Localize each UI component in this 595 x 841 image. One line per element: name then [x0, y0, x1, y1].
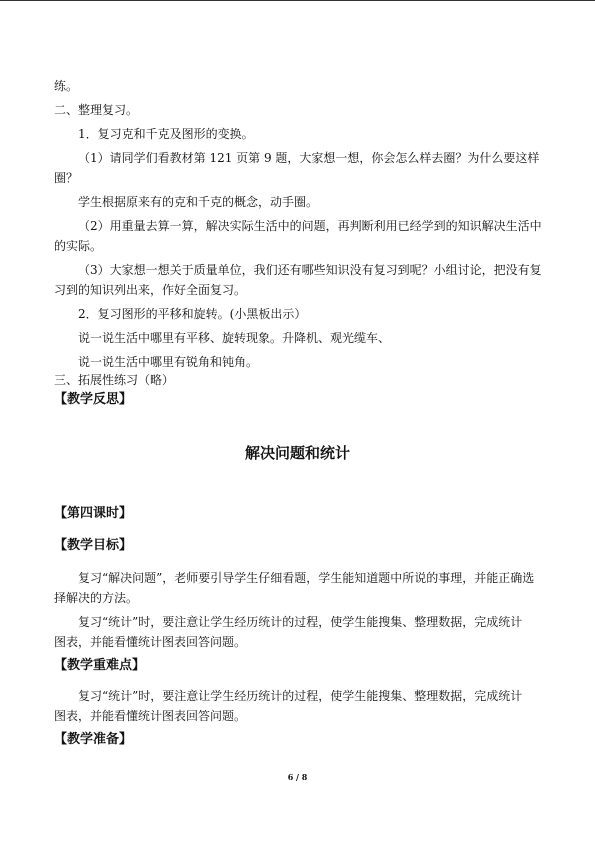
text-line: （3）大家想一想关于质量单位，我们还有哪些知识没有复习到呢？小组讨论，把没有复 [78, 263, 542, 277]
heading-lesson: 【第四课时】 [54, 506, 133, 521]
page-number: 6 / 8 [287, 772, 308, 782]
heading-extension: 三、拓展性练习（略） [54, 373, 175, 387]
heading-review: 二、整理复习。 [54, 103, 139, 117]
text-line: 择解决的方法。 [54, 591, 139, 605]
heading-key-points: 【教学重难点】 [54, 658, 146, 673]
text-line: 说一说生活中哪里有平移、旋转现象。升降机、观光缆车、 [78, 331, 391, 345]
text-line: 说一说生活中哪里有锐角和钝角。 [78, 355, 259, 369]
text-line: （2）用重量去算一算，解决实际生活中的问题，再判断利用已经学到的知识解决生活中 [78, 219, 542, 233]
text-line: 复习“统计”时，要注意让学生经历统计的过程，使学生能搜集、整理数据，完成统计 [78, 689, 523, 703]
text-line: （1）请同学们看教材第 121 页第 9 题，大家想一想，你会怎么样去圈？为什么要这样 [78, 151, 540, 165]
text-line: 复习“统计”时，要注意让学生经历统计的过程，使学生能搜集、整理数据，完成统计 [78, 615, 523, 629]
text-line: 习到的知识列出来，作好全面复习。 [54, 283, 247, 297]
text-line: 练。 [54, 79, 79, 93]
text-line: 2．复习图形的平移和旋转。(小黑板出示） [78, 307, 307, 321]
heading-goals: 【教学目标】 [54, 538, 133, 553]
text-line: 的实际。 [54, 239, 103, 253]
text-line: 学生根据原来有的克和千克的概念，动手圈。 [78, 195, 319, 209]
text-line: 图表，并能看懂统计图表回答问题。 [54, 635, 247, 649]
text-line: 1．复习克和千克及图形的变换。 [78, 127, 254, 141]
text-line: 复习“解决问题”，老师要引导学生仔细看题，学生能知道题中所说的事理，并能正确选 [78, 571, 535, 585]
section-title: 解决问题和统计 [244, 444, 350, 462]
text-line: 图表，并能看懂统计图表回答问题。 [54, 709, 247, 723]
text-line: 圈？ [54, 171, 79, 185]
heading-reflection: 【教学反思】 [54, 392, 133, 407]
heading-preparation: 【教学准备】 [54, 732, 133, 747]
header-rule [0, 0, 595, 1]
